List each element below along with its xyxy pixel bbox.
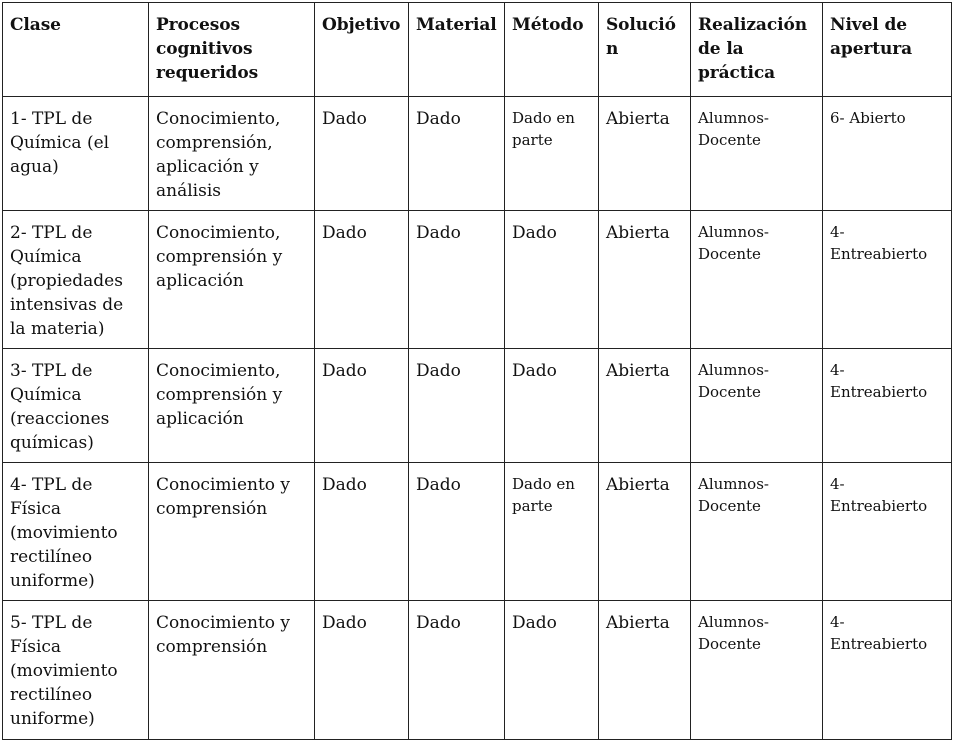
header-realizacion: Realización de la práctica bbox=[691, 3, 823, 97]
cell-procesos: Conocimiento y comprensión bbox=[149, 601, 315, 740]
cell-clase: 5- TPL de Física (movimiento rectilíneo uniforme) bbox=[3, 601, 149, 740]
cell-clase: 4- TPL de Física (movimiento rectilíneo uniforme) bbox=[3, 463, 149, 601]
cell-solucion: Abierta bbox=[599, 211, 691, 349]
cell-procesos: Conocimiento, comprensión y aplicación bbox=[149, 349, 315, 463]
cell-material: Dado bbox=[409, 97, 505, 211]
header-clase: Clase bbox=[3, 3, 149, 97]
cell-material: Dado bbox=[409, 601, 505, 740]
cell-material: Dado bbox=[409, 463, 505, 601]
header-material: Material bbox=[409, 3, 505, 97]
cell-realizacion: Alumnos-Docente bbox=[691, 349, 823, 463]
cell-objetivo: Dado bbox=[315, 211, 409, 349]
cell-objetivo: Dado bbox=[315, 349, 409, 463]
header-metodo: Método bbox=[505, 3, 599, 97]
cell-procesos: Conocimiento, comprensión y aplicación bbox=[149, 211, 315, 349]
cell-objetivo: Dado bbox=[315, 601, 409, 740]
cell-clase: 1- TPL de Química (el agua) bbox=[3, 97, 149, 211]
cell-metodo: Dado bbox=[505, 601, 599, 740]
header-objetivo: Objetivo bbox=[315, 3, 409, 97]
cell-realizacion: Alumnos-Docente bbox=[691, 463, 823, 601]
header-procesos-cognitivos: Procesos cognitivos requeridos bbox=[149, 3, 315, 97]
cell-objetivo: Dado bbox=[315, 463, 409, 601]
cell-nivel-apertura: 4- Entreabierto bbox=[823, 349, 952, 463]
header-row bbox=[3, 3, 952, 97]
cell-metodo: Dado en parte bbox=[505, 97, 599, 211]
cell-solucion: Abierta bbox=[599, 463, 691, 601]
table-row bbox=[3, 601, 952, 740]
cell-objetivo: Dado bbox=[315, 97, 409, 211]
table-row bbox=[3, 97, 952, 211]
header-solucion: Solución bbox=[599, 3, 691, 97]
cell-metodo: Dado bbox=[505, 211, 599, 349]
class-practice-table bbox=[2, 2, 952, 740]
header-nivel-apertura: Nivel de apertura bbox=[823, 3, 952, 97]
cell-nivel-apertura: 4- Entreabierto bbox=[823, 463, 952, 601]
cell-solucion: Abierta bbox=[599, 601, 691, 740]
cell-clase: 3- TPL de Química (reacciones químicas) bbox=[3, 349, 149, 463]
table-row bbox=[3, 211, 952, 349]
cell-procesos: Conocimiento y comprensión bbox=[149, 463, 315, 601]
cell-procesos: Conocimiento, comprensión, aplicación y análisis bbox=[149, 97, 315, 211]
cell-material: Dado bbox=[409, 211, 505, 349]
cell-realizacion: Alumnos-Docente bbox=[691, 97, 823, 211]
cell-metodo: Dado bbox=[505, 349, 599, 463]
cell-material: Dado bbox=[409, 349, 505, 463]
table-row bbox=[3, 463, 952, 601]
cell-solucion: Abierta bbox=[599, 97, 691, 211]
cell-realizacion: Alumnos-Docente bbox=[691, 211, 823, 349]
cell-nivel-apertura: 6- Abierto bbox=[823, 97, 952, 211]
cell-realizacion: Alumnos-Docente bbox=[691, 601, 823, 740]
cell-clase: 2- TPL de Química (propiedades intensivas de la materia) bbox=[3, 211, 149, 349]
cell-solucion: Abierta bbox=[599, 349, 691, 463]
table-row bbox=[3, 349, 952, 463]
cell-nivel-apertura: 4- Entreabierto bbox=[823, 211, 952, 349]
cell-metodo: Dado en parte bbox=[505, 463, 599, 601]
cell-nivel-apertura: 4- Entreabierto bbox=[823, 601, 952, 740]
